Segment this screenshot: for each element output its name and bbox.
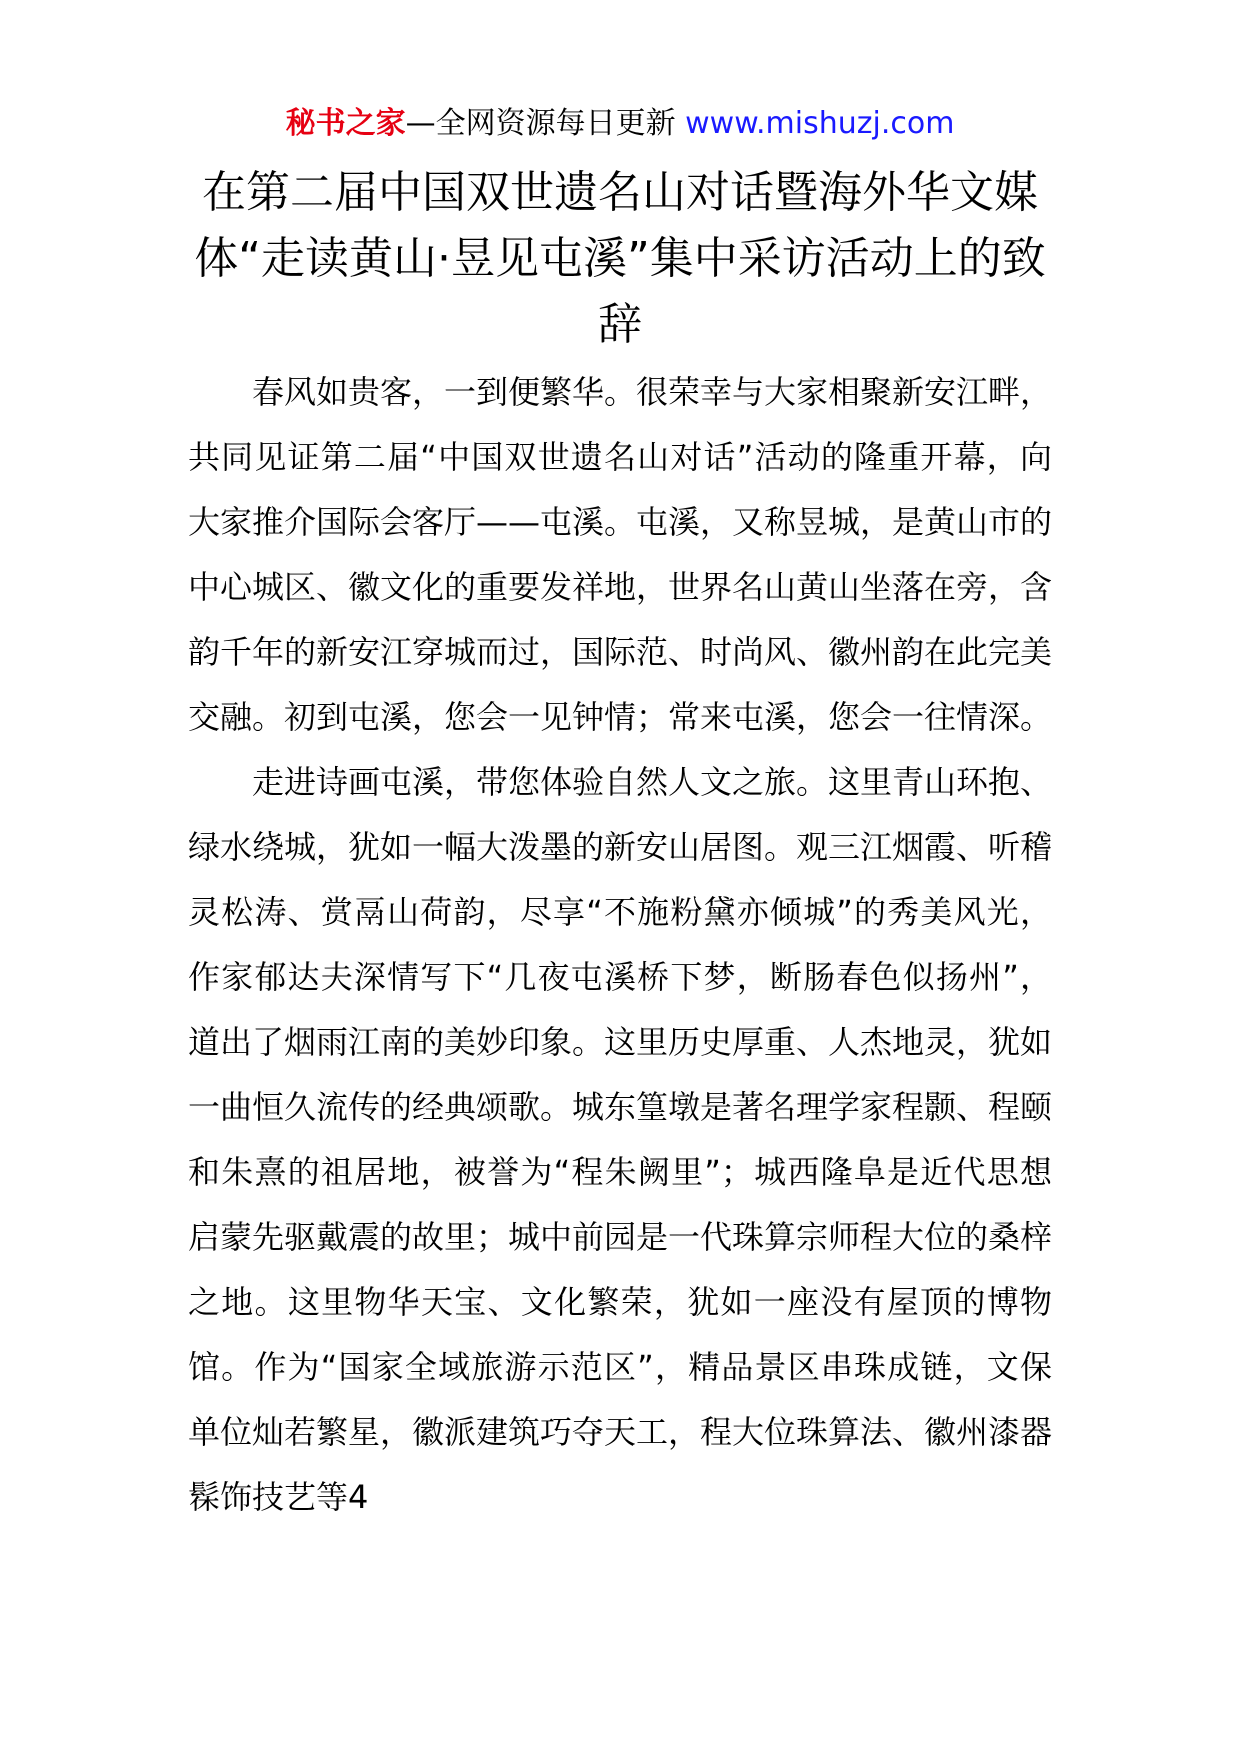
site-header [0,100,1240,148]
site-url[interactable]: www.mishuzj.com [685,106,955,141]
brand-name: 秘书之家 [285,106,406,141]
header-tagline: —全网资源每日更新 [405,106,676,141]
paragraph: 走进诗画屯溪，带您体验自然人文之旅。这里青山环抱、绿水绕城，犹如一幅大泼墨的新安山居图。观三江烟霞、听稽灵松涛、赏鬲山荷韵，尽享“不施粉黛亦倾城”的秀美风光，作家郁达夫深情写下“几夜屯溪桥下梦，断肠春色似扬州”，道出了烟雨江南的美妙印象。这里历史厚重、人杰地灵，犹如一曲恒久流传的经典颂歌。城东篁墩是著名理学家程颢、程颐和朱熹的祖居地，被誉为“程朱阙里”；城西隆阜是近代思想启蒙先驱戴震的故里；城中前园是一代珠算宗师程大位的桑梓之地。这里物华天宝、文化繁荣，犹如一座没有屋顶的博物馆。作为“国家全域旅游示范区”，精品景区串珠成链，文保单位灿若繁星，徽派建筑巧夺天工，程大位珠算法、徽州漆器髹饰技艺等4 [188,763,1053,1516]
paragraph: 春风如贵客，一到便繁华。很荣幸与大家相聚新安江畔，共同见证第二届“中国双世遗名山对话”活动的隆重开幕，向大家推介国际会客厅——屯溪。屯溪，又称昱城，是黄山市的中心城区、徽文化的重要发祥地，世界名山黄山坐落在旁，含韵千年的新安江穿城而过，国际范、时尚风、徽州韵在此完美交融。初到屯溪，您会一见钟情；常来屯溪，您会一往情深。 [188,373,1053,736]
document-title: 在第二届中国双世遗名山对话暨海外华文媒体“走读黄山·昱见屯溪”集中采访活动上的致辞 [194,167,1046,350]
document-body [188,360,1052,1530]
